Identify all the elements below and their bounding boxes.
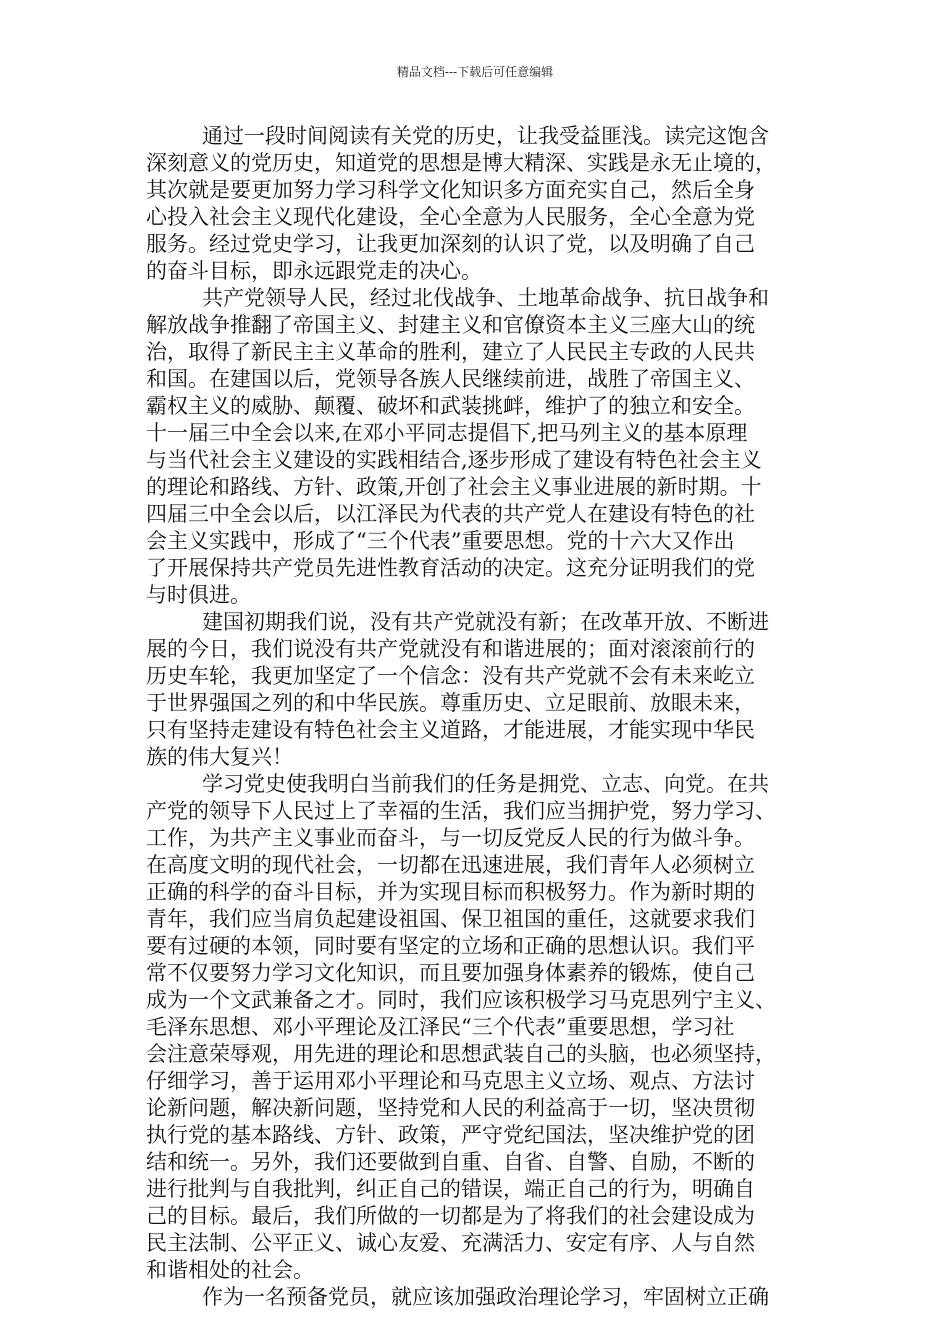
paragraph-line: 解放战争推翻了帝国主义、封建主义和官僚资本主义三座大山的统: [146, 313, 755, 337]
paragraph-line: 仔细学习，善于运用邓小平理论和马克思主义立场、观点、方法讨: [146, 1069, 755, 1093]
paragraph-line: 十一届三中全会以来,在邓小平同志提倡下,把马列主义的基本原理: [146, 421, 748, 445]
paragraph-line: 在高度文明的现代社会，一切都在迅速进展，我们青年人必须树立: [146, 853, 755, 877]
paragraph-line: 通过一段时间阅读有关党的历史，让我受益匪浅。读完这饱含: [202, 124, 769, 148]
paragraph-line: 学习党史使我明白当前我们的任务是拥党、立志、向党。在共: [202, 772, 769, 796]
paragraph-line: 和谐相处的社会。: [146, 1258, 314, 1282]
paragraph-line: 与时俱进。: [146, 583, 251, 607]
paragraph-line: 的理论和路线、方针、政策,开创了社会主义事业进展的新时期。十: [146, 475, 762, 499]
paragraph-line: 工作，为共产主义事业而奋斗，与一切反党反人民的行为做斗争。: [146, 826, 755, 850]
paragraph-line: 四届三中全会以后，以江泽民为代表的共产党人在建设有特色的社: [146, 502, 755, 526]
paragraph-line: 霸权主义的威胁、颠覆、破坏和武装挑衅，维护了的独立和安全。: [146, 394, 755, 418]
paragraph-line: 展的今日，我们说没有共产党就没有和谐进展的；面对滚滚前行的: [146, 637, 755, 661]
paragraph-line: 历史车轮，我更加坚定了一个信念：没有共产党就不会有未来屹立: [146, 664, 755, 688]
paragraph-line: 论新问题，解决新问题，坚持党和人民的利益高于一切，坚决贯彻: [146, 1096, 755, 1120]
paragraph-line: 常不仅要努力学习文化知识，而且要加强身体素养的锻炼，使自己: [146, 961, 755, 985]
paragraph-line: 民主法制、公平正义、诚心友爱、充满活力、安定有序、人与自然: [146, 1231, 755, 1255]
paragraph-line: 共产党领导人民，经过北伐战争、土地革命战争、抗日战争和: [202, 286, 769, 310]
paragraph-line: 深刻意义的党历史，知道党的思想是博大精深、实践是永无止境的，: [146, 151, 776, 175]
paragraph-line: 心投入社会主义现代化建设，全心全意为人民服务，全心全意为党: [146, 205, 755, 229]
paragraph-line: 会主义实践中，形成了“三个代表”重要思想。党的十六大又作出: [146, 529, 735, 553]
paragraph-line: 成为一个文武兼备之才。同时，我们应该积极学习马克思列宁主义、: [146, 988, 776, 1012]
paragraph-line: 建国初期我们说，没有共产党就没有新；在改革开放、不断进: [202, 610, 769, 634]
paragraph-line: 和国。在建国以后，党领导各族人民继续前进，战胜了帝国主义、: [146, 367, 755, 391]
paragraph-line: 治，取得了新民主主义革命的胜利，建立了人民民主专政的人民共: [146, 340, 755, 364]
paragraph-line: 于世界强国之列的和中华民族。尊重历史、立足眼前、放眼未来，: [146, 691, 755, 715]
paragraph-line: 进行批判与自我批判，纠正自己的错误，端正自己的行为，明确自: [146, 1177, 755, 1201]
paragraph-line: 只有坚持走建设有特色社会主义道路，才能进展，才能实现中华民: [146, 718, 755, 742]
paragraph-line: 要有过硬的本领，同时要有坚定的立场和正确的思想认识。我们平: [146, 934, 755, 958]
paragraph-line: 执行党的基本路线、方针、政策，严守党纪国法，坚决维护党的团: [146, 1123, 755, 1147]
paragraph-line: 服务。经过党史学习，让我更加深刻的认识了党，以及明确了自己: [146, 232, 755, 256]
paragraph-line: 结和统一。另外，我们还要做到自重、自省、自警、自励，不断的: [146, 1150, 755, 1174]
paragraph-line: 的奋斗目标，即永远跟党走的决心。: [146, 259, 482, 283]
page-header: 精品文档---下载后可任意编辑: [396, 65, 554, 79]
paragraph-line: 己的目标。最后，我们所做的一切都是为了将我们的社会建设成为: [146, 1204, 755, 1228]
paragraph-line: 与当代社会主义建设的实践相结合,逐步形成了建设有特色社会主义: [146, 448, 762, 472]
paragraph-line: 作为一名预备党员，就应该加强政治理论学习，牢固树立正确: [202, 1285, 769, 1309]
paragraph-line: 产党的领导下人民过上了幸福的生活，我们应当拥护党，努力学习、: [146, 799, 776, 823]
paragraph-line: 青年，我们应当肩负起建设祖国、保卫祖国的重任，这就要求我们: [146, 907, 755, 931]
paragraph-line: 会注意荣辱观，用先进的理论和思想武装自己的头脑，也必须坚持，: [146, 1042, 776, 1066]
paragraph-line: 毛泽东思想、邓小平理论及江泽民“三个代表”重要思想，学习社: [146, 1015, 735, 1039]
paragraph-line: 正确的科学的奋斗目标，并为实现目标而积极努力。作为新时期的: [146, 880, 755, 904]
paragraph-line: 其次就是要更加努力学习科学文化知识多方面充实自己，然后全身: [146, 178, 755, 202]
paragraph-line: 了开展保持共产党员先进性教育活动的决定。这充分证明我们的党: [146, 556, 755, 580]
paragraph-line: 族的伟大复兴！: [146, 745, 293, 769]
